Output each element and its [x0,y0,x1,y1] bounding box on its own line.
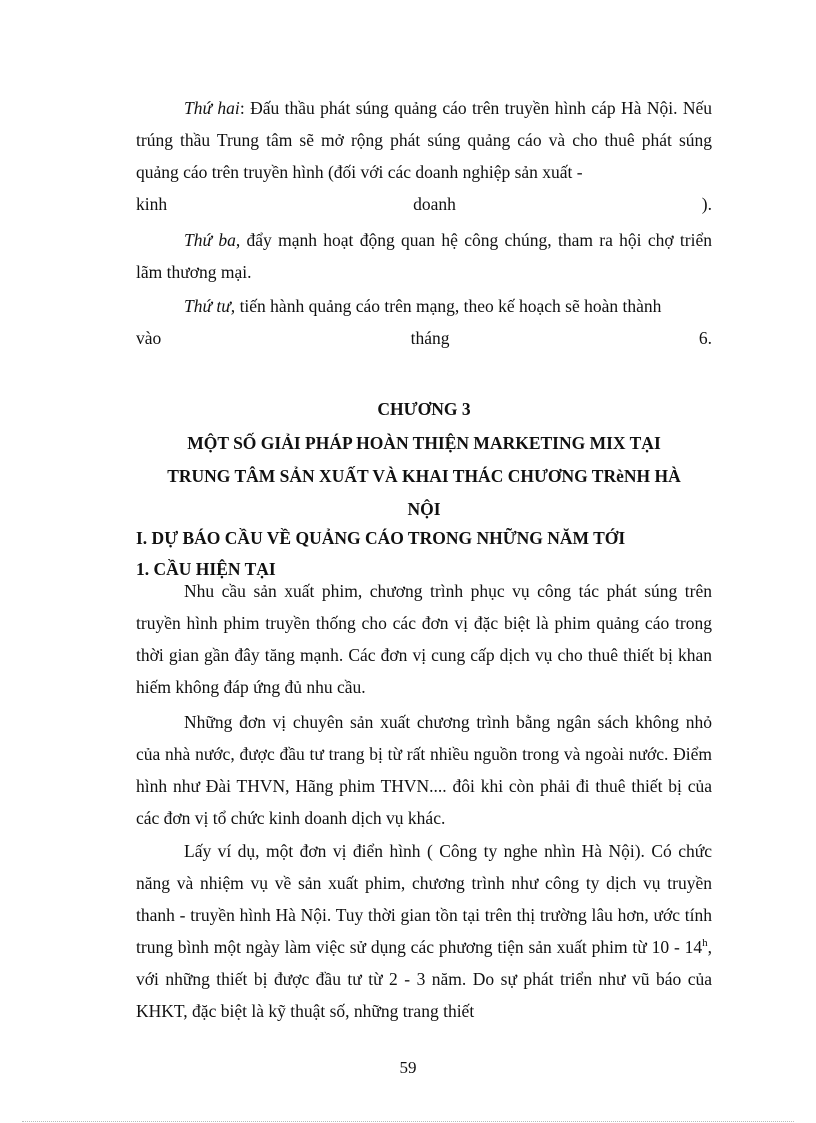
subsection-heading: 1. CẦU HIỆN TẠI [136,559,276,579]
thu-hai-last-line [136,188,712,220]
thu-hai-text: : Đấu thầu phát súng quảng cáo trên truyền hình cáp Hà Nội. Nếu trúng thầu Trung tâm sẽ mở rộng phát súng quảng cáo và cho thuê phát súng quảng cáo trên truyền hình (đối với các doanh nghiệp sản xuất - [136,98,713,182]
thu-ba-label: Thứ ba [184,230,236,250]
paragraph-3-superscript: h [702,937,708,950]
spread-word: vào [136,328,162,348]
thu-tu-last-line [136,322,712,354]
paragraph-thu-hai [136,92,712,220]
thu-ba-text: , đẩy mạnh hoạt động quan hệ công chúng, tham ra hội chợ triển lãm thương mại. [136,230,712,282]
section-heading: I. DỰ BÁO CẦU VỀ QUẢNG CÁO TRONG NHỮNG NĂM TỚI [136,528,626,548]
paragraph-2 [136,706,712,834]
spread-word: tháng [410,328,450,348]
chapter-title-line-3: NỘI [407,499,441,519]
thu-hai-label: Thứ hai [184,98,240,118]
paragraph-1-text: Nhu cầu sản xuất phim, chương trình phục vụ công tác phát súng trên truyền hình phim truyền thống cho các đơn vị đặc biệt là phim quảng cáo trong thời gian gần đây tăng mạnh. Các đơn vị cung cấp dịch vụ cho thuê thiết bị khan hiếm không đáp ứng đủ nhu cầu. [136,581,712,697]
thu-tu-label: Thứ tư, [184,296,236,316]
spread-word: ). [701,194,712,214]
chapter-title-line-1: MỘT SỐ GIẢI PHÁP HOÀN THIỆN MARKETING MIX TẠI [187,433,661,453]
spread-word: 6. [698,328,712,348]
thu-tu-text: tiến hành quảng cáo trên mạng, theo kế hoạch sẽ hoàn thành [235,296,662,316]
paragraph-3-text-b: , với những thiết bị được đầu tư từ 2 - 3 năm. Do sự phát triển như vũ báo của KHKT, đặc biệt là kỹ thuật số, những trang thiết [136,937,712,1021]
spread-word: kinh [136,194,168,214]
paragraph-thu-tu [136,290,712,354]
chapter-title-line-2: TRUNG TÂM SẢN XUẤT VÀ KHAI THÁC CHƯƠNG TRèNH HÀ [167,466,681,486]
paragraph-2-text: Những đơn vị chuyên sản xuất chương trình bằng ngân sách không nhỏ của nhà nước, được đầu tư trang bị từ rất nhiều nguồn trong và ngoài nước. Điểm hình như Đài THVN, Hãng phim THVN.... đôi khi còn phải đi thuê thiết bị của các đơn vị tổ chức kinh doanh dịch vụ khác. [136,712,712,828]
paragraph-1 [136,575,712,703]
paragraph-3 [136,835,712,1027]
chapter-number: CHƯƠNG 3 [377,399,471,419]
paragraph-thu-ba [136,224,712,288]
page-number: 59 [399,1058,417,1077]
paragraph-3-text-a: Lấy ví dụ, một đơn vị điển hình ( Công ty nghe nhìn Hà Nội). Có chức năng và nhiệm vụ về sản xuất phim, chương trình như công ty dịch vụ truyền thanh - truyền hình Hà Nội. Tuy thời gian tồn tại trên thị trường lâu hơn, ước tính trung bình một ngày làm việc sử dụng các phương tiện sản xuất phim từ 10 - 14 [136,841,712,957]
footer-divider [22,1121,794,1122]
spread-word: doanh [413,194,456,214]
